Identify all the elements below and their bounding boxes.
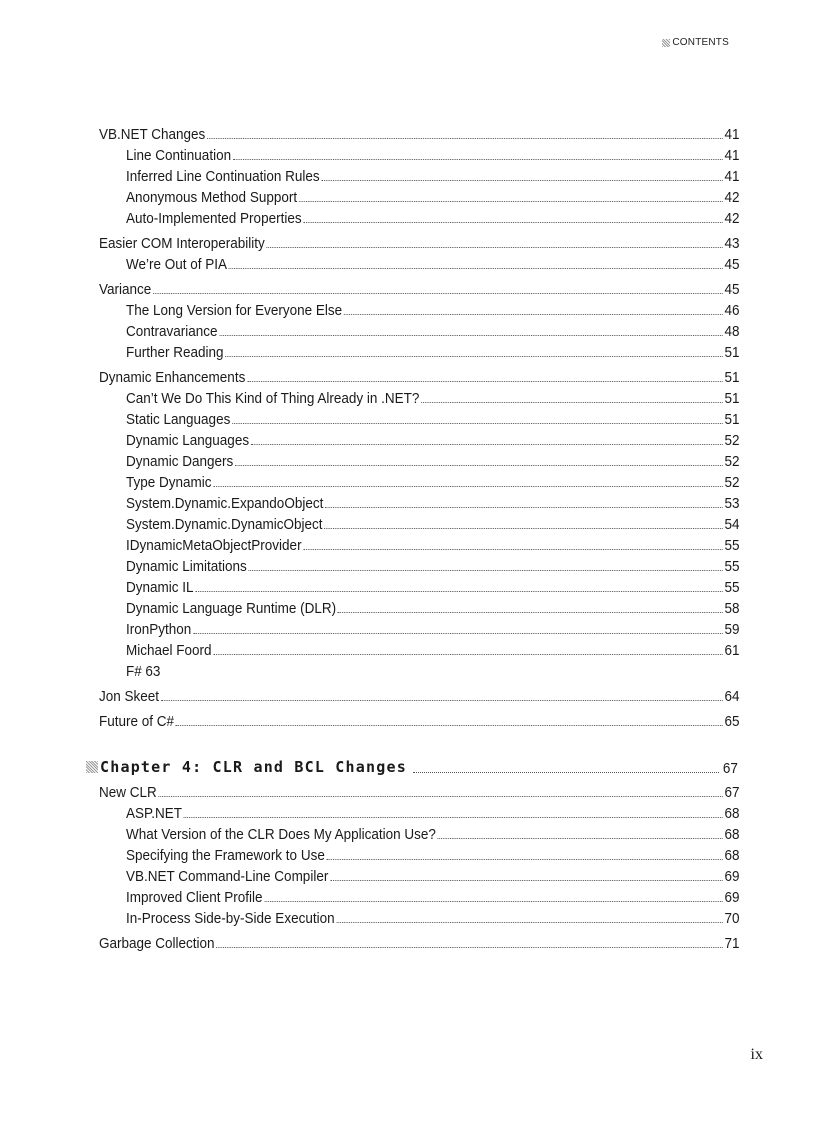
toc-section-entry[interactable] — [99, 233, 740, 254]
toc-section-entry[interactable] — [99, 279, 740, 300]
toc-section-entry[interactable] — [99, 686, 740, 707]
toc-entry-title: Dynamic Language Runtime (DLR) — [126, 600, 337, 617]
toc-entry-page: 41 — [724, 168, 740, 185]
dot-leader — [251, 444, 723, 445]
toc-entry-page: 61 — [724, 642, 740, 659]
toc-subsection-entry[interactable] — [99, 661, 740, 682]
toc-entry-title: What Version of the CLR Does My Application Use? — [126, 826, 436, 843]
toc-entry-title: We’re Out of PIA — [126, 256, 228, 273]
toc-subsection-entry[interactable] — [99, 208, 740, 229]
toc-entry-title: System.Dynamic.ExpandoObject — [126, 495, 324, 512]
toc-entry-page: 69 — [724, 889, 740, 906]
toc-entry-page: 41 — [724, 147, 740, 164]
dot-leader — [213, 654, 722, 655]
dot-leader — [325, 507, 723, 508]
toc-subsection-entry[interactable] — [99, 472, 740, 493]
toc-subsection-entry[interactable] — [99, 577, 740, 598]
toc-subsection-entry[interactable] — [99, 187, 740, 208]
dot-leader — [153, 293, 723, 294]
toc-section-entry[interactable] — [99, 711, 740, 732]
toc-chapter-entry[interactable] — [86, 756, 739, 778]
dot-leader — [421, 402, 722, 403]
toc-entry-title: New CLR — [99, 784, 157, 801]
toc-entry-page: 41 — [724, 126, 740, 143]
dot-leader — [235, 465, 723, 466]
toc-entry-page: 48 — [724, 323, 740, 340]
toc-subsection-entry[interactable] — [99, 908, 740, 929]
toc-subsection-entry[interactable] — [99, 845, 740, 866]
dot-leader — [264, 901, 722, 902]
toc-entry-page: 46 — [724, 302, 740, 319]
dot-leader — [176, 725, 723, 726]
toc-entry-title: Future of C# — [99, 713, 175, 730]
toc-subsection-entry[interactable] — [99, 866, 740, 887]
toc-subsection-entry[interactable] — [99, 887, 740, 908]
toc-entry-page: 59 — [724, 621, 740, 638]
toc-entry-title: Dynamic Enhancements — [99, 369, 246, 386]
dot-leader — [344, 314, 723, 315]
toc-subsection-entry[interactable] — [99, 451, 740, 472]
toc-entry-title: Inferred Line Continuation Rules — [126, 168, 320, 185]
toc-subsection-entry[interactable] — [99, 254, 740, 275]
toc-entry-title: Dynamic Languages — [126, 432, 250, 449]
toc-subsection-entry[interactable] — [99, 300, 740, 321]
toc-subsection-entry[interactable] — [99, 514, 740, 535]
toc-entry-title: Dynamic IL — [126, 579, 194, 596]
chapter-title-text: Chapter 4: CLR and BCL Changes — [100, 758, 407, 776]
toc-entry-page: 55 — [724, 558, 740, 575]
toc-entry-page: 63 — [145, 663, 161, 680]
toc-entry-title: In-Process Side-by-Side Execution — [126, 910, 335, 927]
dot-leader — [195, 591, 722, 592]
toc-entry-title: IDynamicMetaObjectProvider — [126, 537, 302, 554]
toc-subsection-entry[interactable] — [99, 535, 740, 556]
dot-leader — [321, 180, 722, 181]
toc-entry-title: F# — [126, 663, 142, 680]
dot-leader — [193, 633, 723, 634]
contents-square-icon — [662, 39, 670, 47]
toc-entry-title — [86, 756, 407, 778]
toc-entry-title: Anonymous Method Support — [126, 189, 298, 206]
toc-entry-page: 55 — [724, 579, 740, 596]
toc-subsection-entry[interactable] — [99, 803, 740, 824]
toc-subsection-entry[interactable] — [99, 145, 740, 166]
toc-subsection-entry[interactable] — [99, 321, 740, 342]
toc-entry-page: 70 — [724, 910, 740, 927]
toc-entry-title: Garbage Collection — [99, 935, 215, 952]
toc-entry-page: 45 — [724, 281, 740, 298]
toc-entry-title: ASP.NET — [126, 805, 183, 822]
toc-entry-page: 68 — [724, 847, 740, 864]
toc-entry-title: Dynamic Dangers — [126, 453, 234, 470]
toc-entry-title: Specifying the Framework to Use — [126, 847, 325, 864]
page-number: ix — [750, 1046, 763, 1063]
dot-leader — [232, 423, 723, 424]
toc-entry-page: 67 — [723, 760, 739, 777]
toc-entry-title: Can’t We Do This Kind of Thing Already in .NET? — [126, 390, 420, 407]
dot-leader — [207, 138, 723, 139]
toc-entry-title: VB.NET Command-Line Compiler — [126, 868, 329, 885]
toc-subsection-entry[interactable] — [99, 342, 740, 363]
toc-subsection-entry[interactable] — [99, 430, 740, 451]
toc-entry-page: 51 — [724, 411, 740, 428]
toc-entry-page: 51 — [724, 344, 740, 361]
toc-entry-page: 53 — [724, 495, 740, 512]
toc-subsection-entry[interactable] — [99, 598, 740, 619]
toc-entry-page: 54 — [724, 516, 740, 533]
dot-leader — [303, 222, 722, 223]
toc-entry-title: Further Reading — [126, 344, 224, 361]
toc-section-entry[interactable] — [99, 782, 740, 803]
dot-leader — [161, 700, 723, 701]
toc-entry-page: 65 — [724, 713, 740, 730]
dot-leader — [184, 817, 723, 818]
toc-section-entry[interactable] — [99, 124, 740, 145]
toc-entry-page: 68 — [724, 826, 740, 843]
dot-leader — [249, 570, 723, 571]
dot-leader — [213, 486, 722, 487]
toc-subsection-entry[interactable] — [99, 619, 740, 640]
dot-leader — [438, 838, 723, 839]
toc-entry-page: 52 — [724, 474, 740, 491]
toc-entry-title: Improved Client Profile — [126, 889, 263, 906]
dot-leader — [336, 922, 722, 923]
toc-entry-page: 67 — [724, 784, 740, 801]
running-header-label: CONTENTS — [672, 37, 729, 48]
dot-leader — [327, 859, 723, 860]
toc-entry-page: 52 — [724, 432, 740, 449]
toc-entry-page: 51 — [724, 369, 740, 386]
dot-leader — [413, 772, 719, 773]
toc-subsection-entry[interactable] — [99, 493, 740, 514]
dot-leader — [216, 947, 722, 948]
toc-entry-page: 52 — [724, 453, 740, 470]
dot-leader — [247, 381, 723, 382]
dot-leader — [159, 796, 723, 797]
toc-subsection-entry[interactable] — [99, 824, 740, 845]
toc-entry-title: The Long Version for Everyone Else — [126, 302, 343, 319]
toc-entry-title: Easier COM Interoperability — [99, 235, 265, 252]
toc-entry-page: 45 — [724, 256, 740, 273]
toc-subsection-entry[interactable] — [99, 166, 740, 187]
toc-entry-title: IronPython — [126, 621, 192, 638]
table-of-contents — [99, 120, 739, 954]
dot-leader — [225, 356, 722, 357]
dot-leader — [299, 201, 723, 202]
toc-subsection-entry[interactable] — [99, 556, 740, 577]
chapter-square-icon — [86, 761, 98, 773]
toc-entry-title: Type Dynamic — [126, 474, 212, 491]
toc-entry-page: 69 — [724, 868, 740, 885]
toc-entry-title: System.Dynamic.DynamicObject — [126, 516, 323, 533]
toc-subsection-entry[interactable] — [99, 640, 740, 661]
toc-entry-title: Line Continuation — [126, 147, 232, 164]
dot-leader — [229, 268, 723, 269]
toc-entry-page: 42 — [724, 189, 740, 206]
toc-entry-page: 71 — [724, 935, 740, 952]
dot-leader — [338, 612, 723, 613]
toc-entry-title: Contravariance — [126, 323, 218, 340]
toc-entry-page: 43 — [724, 235, 740, 252]
toc-entry-title: Variance — [99, 281, 152, 298]
toc-entry-page: 68 — [724, 805, 740, 822]
dot-leader — [219, 335, 722, 336]
toc-entry-title: VB.NET Changes — [99, 126, 206, 143]
dot-leader — [324, 528, 722, 529]
toc-entry-page: 42 — [724, 210, 740, 227]
toc-section-entry[interactable] — [99, 367, 740, 388]
toc-subsection-entry[interactable] — [99, 388, 740, 409]
running-header — [662, 37, 729, 48]
dot-leader — [233, 159, 723, 160]
toc-section-entry[interactable] — [99, 933, 740, 954]
dot-leader — [303, 549, 722, 550]
toc-entry-page: 64 — [724, 688, 740, 705]
toc-entry-title: Michael Foord — [126, 642, 212, 659]
toc-entry-page: 55 — [724, 537, 740, 554]
toc-entry-page: 51 — [724, 390, 740, 407]
dot-leader — [330, 880, 723, 881]
toc-subsection-entry[interactable] — [99, 409, 740, 430]
toc-entry-title: Dynamic Limitations — [126, 558, 247, 575]
dot-leader — [267, 247, 723, 248]
toc-entry-title: Static Languages — [126, 411, 231, 428]
toc-entry-title: Jon Skeet — [99, 688, 160, 705]
toc-entry-title: Auto-Implemented Properties — [126, 210, 302, 227]
toc-entry-page: 58 — [724, 600, 740, 617]
